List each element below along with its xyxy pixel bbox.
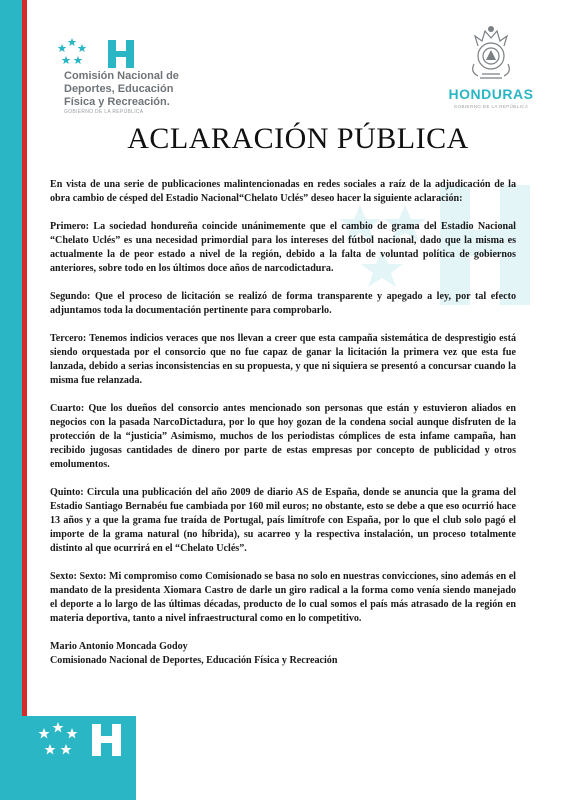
document-body [50,178,516,668]
org-name-line-2: Deportes, Educación [64,83,174,95]
org-name-line-3: Física y Recreación. [64,96,170,108]
left-red-strip [22,0,27,716]
country-name: HONDURAS [448,86,534,102]
org-subtitle: GOBIERNO DE LA REPÚBLICA [64,109,144,115]
footer-logo-box [0,716,136,800]
paragraph-tercero: Tercero: Tenemos indicios veraces que nos llevan a creer que esta campaña sistemática de desprestigio está siendo orquestada por el consorcio que no fue capaz de ganar la licitación la primera vez que esta fue lanzada, debido a serias inconsistencias en su propuesta, y que ni siquiera se presentó a concursar cuando la misma fue relanzada. [50,333,516,386]
coat-of-arms-icon [466,24,516,82]
country-subtitle: GOBIERNO DE LA REPÚBLICA [453,104,529,109]
signature-title: Comisionado Nacional de Deportes, Educación Física y Recreación [50,655,338,666]
signature-name: Mario Antonio Moncada Godoy [50,641,188,652]
paragraph-cuarto: Cuarto: Que los dueños del consorcio antes mencionado son personas que están y estuvieron aliados en negocios con la pasada NarcoDictadura, por lo que hoy gozan de la condena social aunque disfruten de la protección de la “justicia” Asimismo, muchos de los periodistas cómplices de esta infame campaña, han recibido jugosas cantidades de dinero por parte de estas empresas por concepto de publicidad y otros emolumentos. [50,403,516,470]
page-title: ACLARACIÓN PÚBLICA [127,122,469,155]
org-name-line-1: Comisión Nacional de [64,70,179,82]
h-letter-icon [108,40,134,68]
paragraph-intro: En vista de una serie de publicaciones malintencionadas en redes sociales a raíz de la adjudicación de la obra cambio de césped del Estadio Nacional“Chelato Uclés” deseo hacer la siguiente aclaración: [50,179,516,204]
honduras-logo [436,24,546,116]
paragraph-segundo: Segundo: Que el proceso de licitación se realizó de forma transparente y apegado a ley, por tal efecto adjuntamos toda la documentación pertinente para comprobarlo. [50,291,516,316]
paragraph-quinto: Quinto: Circula una publicación del año 2009 de diario AS de España, donde se anuncia que la grama del Estadio Santiago Bernabéu fue cambiada por 160 mil euros; no obstante, esto se debe a que eso ocurrió hace 13 años y a que la grama fue traída de Portugal, país limítrofe con España, por lo que el club solo pagó el importe de la grama natural (no híbrida), su acarreo y la respectiva instalación, un proceso totalmente distinto al que ocurrirá en el “Chelato Uclés”. [50,487,516,554]
paragraph-sexto: Sexto: Sexto: Mi compromiso como Comisionado se basa no solo en nuestras convicciones, sino además en el mandato de la presidenta Xiomara Castro de darle un giro radical a la forma como venía siendo manejado el deporte a lo largo de las últimas décadas, producto de lo cual somos el país más atrasado de la región en materia deportiva, tanto a nivel infraestructural como en lo competitivo. [50,571,516,624]
org-name [64,70,204,109]
left-teal-strip [0,0,22,800]
footer-star-h-icon [0,716,136,800]
paragraph-primero: Primero: La sociedad hondureña coincide unánimemente que el cambio de grama del Estadio Nacional “Chelato Uclés” es una necesidad primordial para los intereses del fútbol nacional, dado que la misma es actualmente la de peor estado a nivel de la región, debido a la falta de voluntad política de gobiernos anteriores, sobre todo en los últimos doce años de narcodictadura. [50,221,516,274]
star-cluster-icon [56,36,146,72]
